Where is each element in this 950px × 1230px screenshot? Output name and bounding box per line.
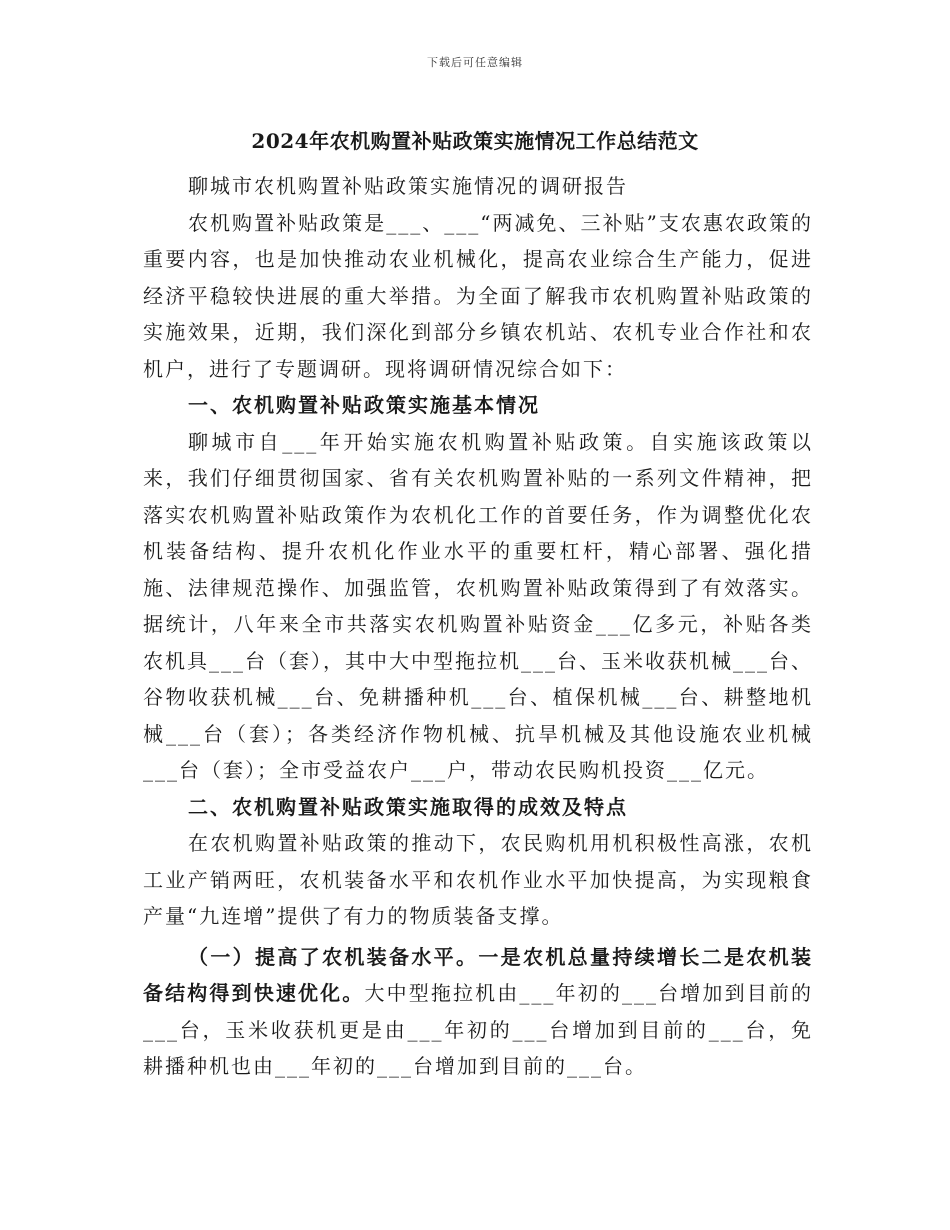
subtitle-paragraph: 聊城市农机购置补贴政策实施情况的调研报告 [188,174,628,198]
document-body [143,168,813,1085]
subsection-body: 大中型拖拉机由___年初的___台增加到目前的___台，玉米收获机更是由___年初的___台增加到目前的___台，免耕播种机也由___年初的___台增加到目前的___台。 [143,981,814,1078]
header-note: 下载后可任意编辑 [427,56,523,69]
document-title: 2024年农机购置补贴政策实施情况工作总结范文 [251,129,699,153]
subsection-paragraph [143,939,813,1085]
section-1-paragraph: 聊城市自___年开始实施农机购置补贴政策。自实施该政策以来，我们仔细贯彻国家、省有关农机购置补贴的一系列文件精神，把落实农机购置补贴政策作为农机化工作的首要任务，作为调整优化农机装备结构、提升农机化作业水平的重要杠杆，精心部署、强化措施、法律规范操作、加强监管，农机购置补贴政策得到了有效落实。据统计，八年来全市共落实农机购置补贴资金___亿多元，补贴各类农机具___台（套），其中大中型拖拉机___台、玉米收获机械___台、谷物收获机械___台、免耕播种机___台、植保机械___台、耕整地机械___台（套）；各类经济作物机械、抗旱机械及其他设施农业机械___台（套）；全市受益农户___户，带动农民购机投资___亿元。 [143,429,813,782]
section-heading-2: 二、农机购置补贴政策实施取得的成效及特点 [188,794,628,819]
section-heading-1: 一、农机购置补贴政策实施基本情况 [188,393,540,417]
intro-paragraph: 农机购置补贴政策是___、___“两减免、三补贴”支农惠农政策的重要内容，也是加快推动农业机械化，提高农业综合生产能力，促进经济平稳较快进展的重大举措。为全面了解我市农机购置补贴政策的实施效果，近期，我们深化到部分乡镇农机站、农机专业合作社和农机户，进行了专题调研。现将调研情况综合如下： [143,210,813,381]
subsection-lead: （一）提高了农机装备水平。一是农机总量持续增长二是农机装备结构得到快速优化。 [143,944,813,1005]
section-2-paragraph: 在农机购置补贴政策的推动下，农民购机用机积极性高涨，农机工业产销两旺，农机装备水平和农机作业水平加快提高，为实现粮食产量“九连增”提供了有力的物质装备支撑。 [143,831,813,928]
